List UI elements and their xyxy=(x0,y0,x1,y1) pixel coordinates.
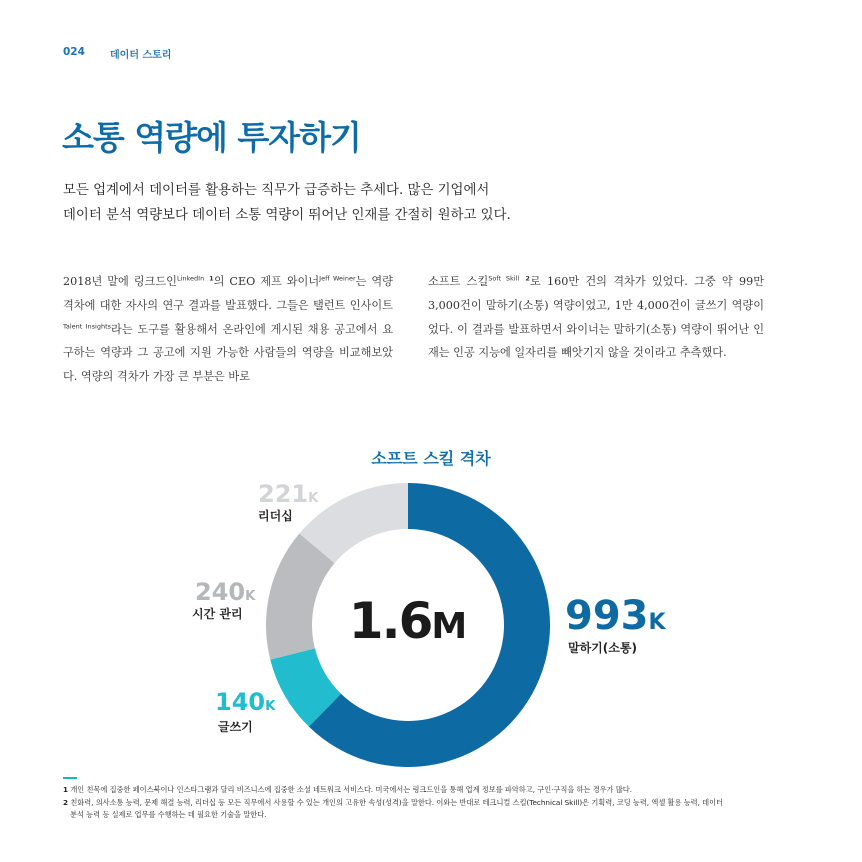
slice-label-time: 시간 관리 xyxy=(192,607,243,621)
superscript: Soft Skill xyxy=(488,274,520,283)
body-text: 로 160만 건의 격차가 있었다. 그중 약 99만 3,000건이 말하기(소통) 역량이었고, 1만 4,000건이 글쓰기 역량이었다. 이 결과를 발표하면서 와이너는 말하기(소통) 역량이 뛰어난 인재는 인공 지능에 일자리를 빼앗기지 않을 것이라고 추측했다. xyxy=(428,275,765,360)
value-label-leadership: 221K xyxy=(258,480,319,508)
lead-line: 모든 업계에서 데이터를 활용하는 직무가 급증하는 추세다. 많은 기업에서 xyxy=(63,183,490,198)
footnote-2-cont: 분석 능력 등 실제로 업무를 수행하는 데 필요한 기술을 말한다. xyxy=(70,810,267,819)
lead-line: 데이터 분석 역량보다 데이터 소통 역량이 뛰어난 인재를 간절히 원하고 있다. xyxy=(63,208,511,223)
total-value: 1.6 xyxy=(348,592,432,650)
body-text: 2018년 말에 링크드인 xyxy=(63,275,177,288)
footnote-2: 2 친화력, 의사소통 능력, 문제 해결 능력, 리더십 등 모든 직무에서 사용할 수 있는 개인의 고유한 속성(성격)을 말한다. 이와는 반대로 테크니컬 스킬(Technical Skill)은 기획력, 코딩 능력, 엑셀 활용 능력, 데이터 xyxy=(63,798,724,807)
slice-label-writing: 글쓰기 xyxy=(218,720,253,734)
body-text: 라는 도구를 활용해서 온라인에 게시된 채용 공고에서 요구하는 역량과 그 공고에 지원 가능한 사람들의 역량을 비교해보았다. 역량의 격차가 가장 큰 부분은 바로 xyxy=(63,322,393,384)
body-text: 소프트 스킬 xyxy=(428,275,489,288)
page-number: 024 xyxy=(63,46,85,58)
superscript: Jeff Weiner xyxy=(319,274,356,283)
footnote-rule xyxy=(63,777,77,779)
footnote-1: 1 개인 친목에 집중한 페이스북이나 인스타그램과 달리 비즈니스에 집중한 소셜 네트워크 서비스다. 미국에서는 링크드인을 통해 업계 정보를 파악하고, 구인·구직을 하는 경우가 많다. xyxy=(63,785,633,794)
total-unit: M xyxy=(431,606,468,647)
superscript: LinkedIn xyxy=(176,274,205,283)
page-title: 소통 역량에 투자하기 xyxy=(62,118,361,157)
value-label-time: 240K xyxy=(195,578,256,606)
footnote-ref: 1 xyxy=(209,274,214,283)
chart-title: 소프트 스킬 격차 xyxy=(371,449,491,468)
section-title: 데이터 스토리 xyxy=(110,50,172,61)
value-label-speaking: 993K xyxy=(565,593,666,639)
slice-label-speaking: 말하기(소통) xyxy=(568,641,637,655)
body-text: 의 CEO 제프 와이너 xyxy=(213,275,320,288)
superscript: Talent Insights xyxy=(63,321,112,330)
value-label-writing: 140K xyxy=(215,688,276,716)
slice-label-leadership: 리더십 xyxy=(258,509,293,523)
footnote-ref: 2 xyxy=(525,274,530,283)
body-text: 는 역량 격차에 대한 자사의 연구 결과를 발표했다. 그들은 탤런트 인사이트 xyxy=(63,275,393,312)
chart-total xyxy=(346,592,470,650)
